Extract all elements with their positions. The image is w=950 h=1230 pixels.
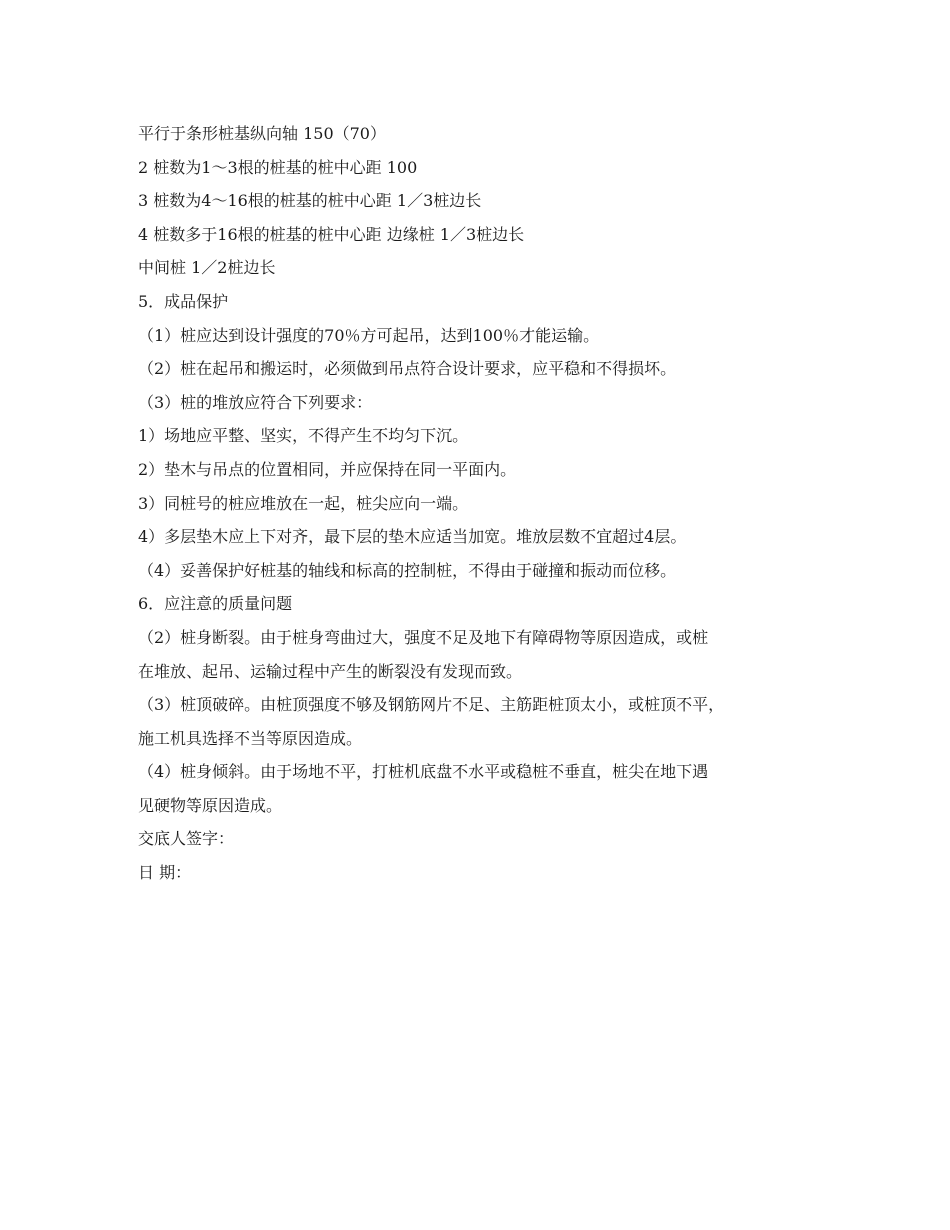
text-line: 1）场地应平整、坚实，不得产生不均匀下沉。: [138, 426, 469, 446]
text-line: （3）桩的堆放应符合下列要求：: [138, 392, 373, 412]
signature-label: 交底人签字：: [138, 829, 235, 849]
text-line: 3）同桩号的桩应堆放在一起，桩尖应向一端。: [138, 493, 469, 513]
text-line: 平行于条形桩基纵向轴 150（70）: [138, 124, 386, 143]
text-line: （3）桩顶破碎。由桩顶强度不够及钢筋网片不足、主筋距桩顶太小，或桩顶不平，: [138, 695, 725, 715]
text-line: （1）桩应达到设计强度的70％方可起吊，达到100％才能运输。: [138, 325, 600, 345]
text-line: 4 桩数多于16根的桩基的桩中心距 边缘桩 1／3桩边长: [138, 224, 525, 244]
text-line: 中间桩 1／2桩边长: [138, 258, 276, 278]
text-line: 2 桩数为1～3根的桩基的桩中心距 100: [138, 157, 418, 177]
text-line: 见硬物等原因造成。: [138, 795, 283, 815]
text-line: 2）垫木与吊点的位置相同，并应保持在同一平面内。: [138, 459, 517, 479]
text-line: 4）多层垫木应上下对齐，最下层的垫木应适当加宽。堆放层数不宜超过4层。: [138, 527, 687, 547]
text-line: （2）桩身断裂。由于桩身弯曲过大，强度不足及地下有障碍物等原因造成，或桩: [138, 627, 709, 647]
text-line: 在堆放、起吊、运输过程中产生的断裂没有发现而致。: [138, 661, 523, 681]
date-label: 日 期：: [138, 863, 192, 883]
document-body: [138, 117, 838, 890]
text-line: 施工机具选择不当等原因造成。: [138, 728, 363, 748]
text-line: （4）妥善保护好桩基的轴线和标高的控制桩，不得由于碰撞和振动而位移。: [138, 560, 677, 580]
section-heading: 6．应注意的质量问题: [138, 594, 293, 614]
text-line: 3 桩数为4～16根的桩基的桩中心距 1／3桩边长: [138, 191, 482, 211]
text-line: （2）桩在起吊和搬运时，必须做到吊点符合设计要求，应平稳和不得损坏。: [138, 359, 677, 379]
section-heading: 5．成品保护: [138, 291, 229, 311]
text-line: （4）桩身倾斜。由于场地不平，打桩机底盘不水平或稳桩不垂直，桩尖在地下遇: [138, 762, 709, 782]
